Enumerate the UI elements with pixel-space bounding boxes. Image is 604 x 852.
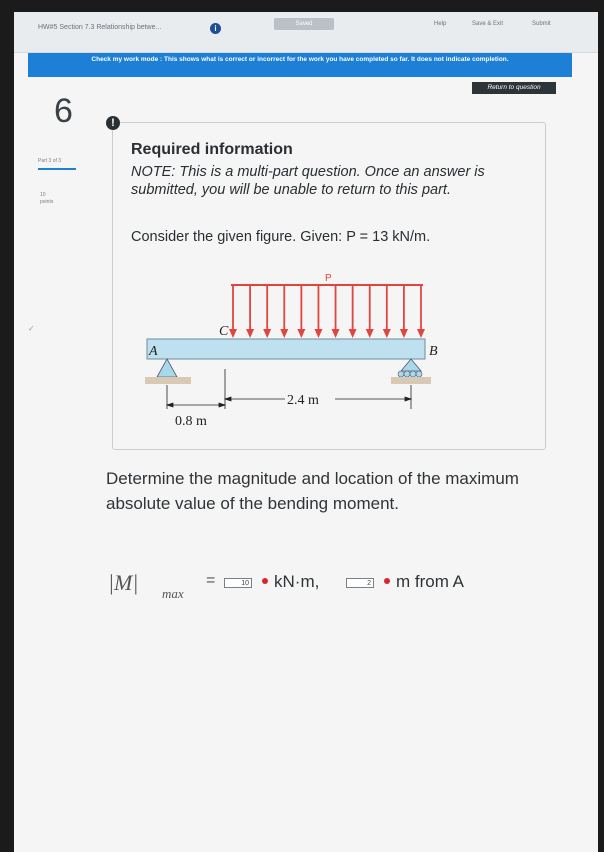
ground-b (391, 377, 431, 384)
load-arrow-head (332, 329, 340, 338)
load-arrow-head (297, 329, 305, 338)
distributed-load-arrows (229, 285, 425, 338)
load-arrow-head (246, 329, 254, 338)
part-progress-bar (38, 168, 76, 170)
ground-a (145, 377, 191, 384)
label-c: C (219, 324, 229, 339)
rollers-b (398, 371, 422, 377)
moment-input[interactable]: 10 (224, 578, 252, 588)
beam (147, 339, 425, 359)
incorrect-indicator-moment (262, 578, 268, 584)
info-note: NOTE: This is a multi-part question. Once an answer is submitted, you will be unable to return to this part. (131, 164, 485, 198)
label-a: A (149, 344, 158, 359)
load-arrow-head (229, 329, 237, 338)
beam-figure (135, 267, 438, 447)
pin-support-a (157, 359, 177, 377)
load-label: P (325, 273, 332, 284)
save-exit-button[interactable]: Save & Exit (472, 21, 504, 27)
answer-row (104, 568, 574, 604)
return-to-question-button[interactable]: Return to question (472, 82, 556, 94)
label-b: B (429, 344, 438, 359)
load-arrow-head (263, 329, 271, 338)
points-info (40, 192, 53, 206)
points-label: points (40, 199, 54, 205)
question-number: 6 (54, 92, 73, 130)
roller-support-b (401, 359, 421, 371)
equals-sign: = (206, 572, 216, 589)
load-arrow-head (383, 329, 391, 338)
info-given: Consider the given figure. Given: P = 13 kN/m. (131, 229, 431, 245)
check-my-work-banner: Check my work mode : This shows what is correct or incorrect for the work you have completed so far. It does not indicate completion. (28, 53, 572, 77)
load-arrow-head (314, 329, 322, 338)
info-icon[interactable]: i (210, 23, 221, 34)
assignment-title[interactable]: HW#5 Section 7.3 Relationship betwe... (38, 24, 162, 31)
load-arrow-head (417, 329, 425, 338)
load-arrow-head (349, 329, 357, 338)
required-information-box (112, 122, 546, 450)
moment-subscript: max (162, 586, 184, 601)
points-value: 10 (40, 192, 46, 198)
load-arrow-head (280, 329, 288, 338)
check-icon: ✓ (28, 324, 35, 333)
location-input[interactable]: 2 (346, 578, 374, 588)
load-arrow-head (400, 329, 408, 338)
saved-indicator: Saved (274, 18, 334, 30)
dim-span-label: 2.4 m (287, 393, 319, 408)
location-unit: m from A (396, 572, 465, 591)
question-text: Determine the magnitude and location of the maximum absolute value of the bending moment. (106, 469, 519, 513)
dim-overhang-label: 0.8 m (175, 414, 207, 429)
alert-icon: ! (106, 116, 120, 130)
top-toolbar (14, 12, 598, 53)
submit-button[interactable]: Submit (532, 21, 551, 27)
info-title: Required information (131, 141, 293, 158)
incorrect-indicator-location (384, 578, 390, 584)
moment-unit: kN·m, (274, 572, 320, 591)
part-indicator: Part 3 of 3 (38, 158, 62, 164)
load-arrow-head (366, 329, 374, 338)
screen (14, 12, 598, 852)
help-button[interactable]: Help (434, 21, 447, 27)
moment-symbol: |M| (108, 570, 139, 595)
